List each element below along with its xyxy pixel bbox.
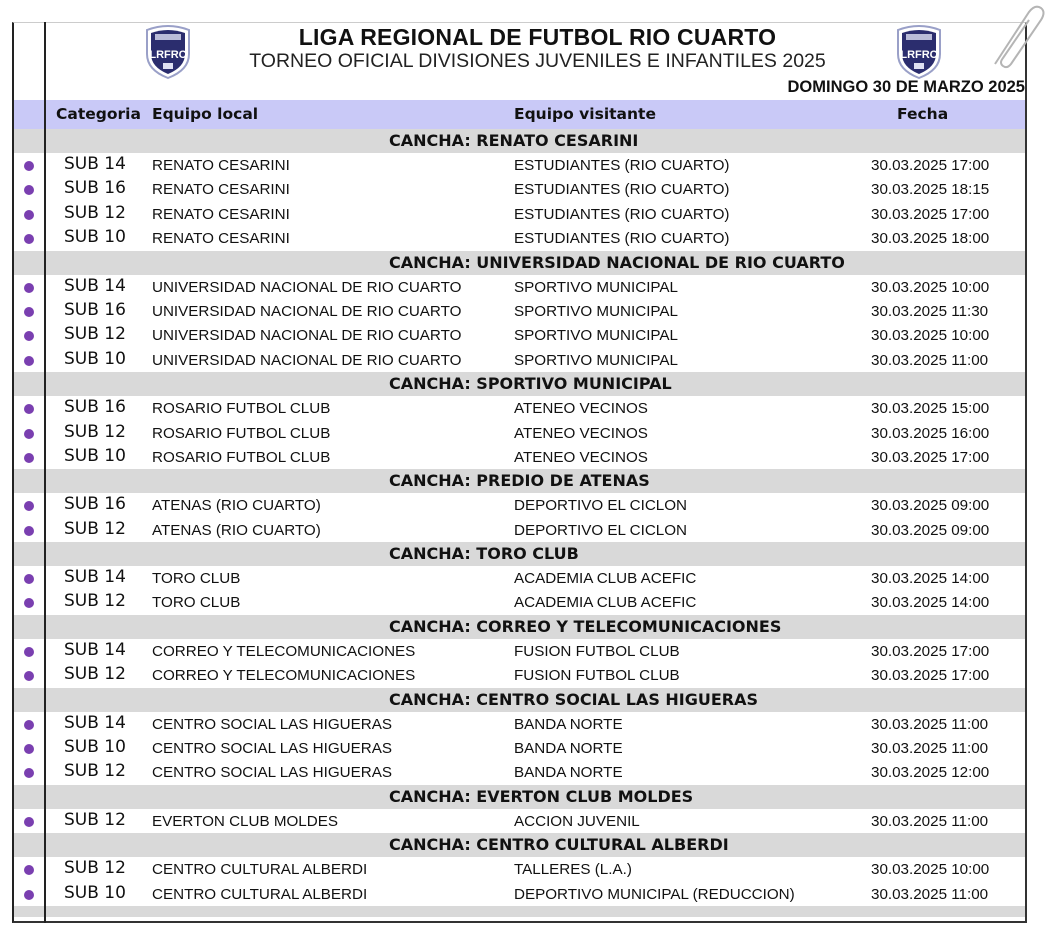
away-team-cell: ESTUDIANTES (RIO CUARTO) bbox=[514, 157, 730, 174]
home-team-cell: CENTRO SOCIAL LAS HIGUERAS bbox=[152, 740, 392, 758]
venue-label: CANCHA: CORREO Y TELECOMUNICACIONES bbox=[389, 616, 782, 636]
match-row bbox=[14, 590, 1025, 614]
category-cell: SUB 10 bbox=[64, 445, 126, 466]
home-team-cell: CENTRO CULTURAL ALBERDI bbox=[152, 861, 368, 879]
venue-label: CANCHA: EVERTON CLUB MOLDES bbox=[389, 786, 694, 806]
venue-section-header bbox=[14, 615, 1025, 639]
bullet-icon bbox=[24, 744, 34, 754]
venue-label: CANCHA: PREDIO DE ATENAS bbox=[389, 471, 650, 491]
match-row bbox=[14, 566, 1025, 590]
datetime-cell: 30.03.2025 17:00 bbox=[871, 157, 990, 174]
match-row bbox=[14, 226, 1025, 250]
column-header-fecha: Fecha bbox=[897, 105, 949, 123]
bullet-icon bbox=[24, 283, 34, 293]
home-team-cell: RENATO CESARINI bbox=[152, 205, 290, 223]
datetime-cell: 30.03.2025 17:00 bbox=[871, 448, 990, 466]
away-team-cell: SPORTIVO MUNICIPAL bbox=[514, 327, 678, 345]
match-row bbox=[14, 202, 1025, 226]
bullet-icon bbox=[24, 768, 34, 778]
home-team-cell: CORREO Y TELECOMUNICACIONES bbox=[152, 667, 416, 685]
away-team-cell: ATENEO VECINOS bbox=[514, 424, 648, 442]
away-team-cell: BANDA NORTE bbox=[514, 715, 623, 733]
category-cell: SUB 12 bbox=[64, 761, 126, 782]
venue-section-header bbox=[14, 251, 1025, 275]
bullet-icon bbox=[24, 161, 34, 171]
away-team-cell: FUSION FUTBOL CLUB bbox=[514, 667, 680, 685]
home-team-cell: CENTRO CULTURAL ALBERDI bbox=[152, 885, 368, 903]
away-team-cell: ACADEMIA CLUB ACEFIC bbox=[514, 570, 697, 588]
venue-label: CANCHA: CENTRO CULTURAL ALBERDI bbox=[389, 835, 729, 855]
match-row bbox=[14, 153, 1025, 177]
match-date: DOMINGO 30 DE MARZO 2025 bbox=[787, 78, 1025, 96]
datetime-cell: 30.03.2025 09:00 bbox=[871, 521, 990, 539]
home-team-cell: ATENAS (RIO CUARTO) bbox=[152, 497, 321, 515]
bullet-icon bbox=[24, 453, 34, 463]
league-title: LIGA REGIONAL DE FUTBOL RIO CUARTO bbox=[298, 24, 777, 50]
away-team-cell: DEPORTIVO MUNICIPAL (REDUCCION) bbox=[514, 885, 795, 903]
bullet-icon bbox=[24, 234, 34, 244]
datetime-cell: 30.03.2025 16:00 bbox=[871, 424, 990, 442]
bullet-icon bbox=[24, 671, 34, 681]
match-row bbox=[14, 493, 1025, 517]
category-cell: SUB 12 bbox=[64, 518, 126, 539]
away-team-cell: BANDA NORTE bbox=[514, 740, 623, 758]
match-row bbox=[14, 882, 1025, 906]
venue-label: CANCHA: UNIVERSIDAD NACIONAL DE RIO CUARTO bbox=[389, 252, 845, 272]
bullet-icon bbox=[24, 501, 34, 511]
datetime-cell: 30.03.2025 10:00 bbox=[871, 861, 990, 879]
category-cell: SUB 12 bbox=[64, 664, 126, 685]
category-cell: SUB 14 bbox=[64, 712, 126, 733]
bullet-icon bbox=[24, 404, 34, 414]
league-logo-icon bbox=[894, 24, 944, 80]
match-row bbox=[14, 663, 1025, 687]
category-cell: SUB 12 bbox=[64, 421, 126, 442]
away-team-cell: SPORTIVO MUNICIPAL bbox=[514, 278, 678, 296]
table-header-row bbox=[14, 100, 1025, 129]
datetime-cell: 30.03.2025 17:00 bbox=[871, 205, 990, 223]
home-team-cell: TORO CLUB bbox=[152, 570, 241, 588]
bullet-icon bbox=[24, 720, 34, 730]
home-team-cell: RENATO CESARINI bbox=[152, 181, 290, 199]
bullet-icon bbox=[24, 647, 34, 657]
home-team-cell: TORO CLUB bbox=[152, 594, 241, 612]
category-cell: SUB 12 bbox=[64, 202, 126, 223]
home-team-cell: ROSARIO FUTBOL CLUB bbox=[152, 424, 331, 442]
match-row bbox=[14, 396, 1025, 420]
bullet-icon bbox=[24, 890, 34, 900]
away-team-cell: DEPORTIVO EL CICLON bbox=[514, 497, 688, 515]
category-cell: SUB 14 bbox=[64, 567, 126, 588]
venue-section-header bbox=[14, 833, 1025, 857]
away-team-cell: TALLERES (L.A.) bbox=[514, 861, 632, 879]
datetime-cell: 30.03.2025 11:30 bbox=[871, 302, 989, 320]
bullet-icon bbox=[24, 210, 34, 220]
bullet-icon bbox=[24, 307, 34, 317]
away-team-cell: BANDA NORTE bbox=[514, 764, 623, 782]
venue-label: CANCHA: TORO CLUB bbox=[389, 544, 579, 564]
match-row bbox=[14, 518, 1025, 542]
away-team-cell: SPORTIVO MUNICIPAL bbox=[514, 351, 678, 369]
category-cell: SUB 14 bbox=[64, 639, 126, 660]
match-row bbox=[14, 275, 1025, 299]
datetime-cell: 30.03.2025 17:00 bbox=[871, 667, 990, 685]
bullet-icon bbox=[24, 526, 34, 536]
home-team-cell: UNIVERSIDAD NACIONAL DE RIO CUARTO bbox=[152, 351, 462, 369]
category-cell: SUB 10 bbox=[64, 348, 126, 369]
away-team-cell: FUSION FUTBOL CLUB bbox=[514, 642, 680, 660]
datetime-cell: 30.03.2025 15:00 bbox=[871, 400, 990, 418]
document-header bbox=[0, 0, 1050, 100]
away-team-cell: ESTUDIANTES (RIO CUARTO) bbox=[514, 205, 730, 223]
datetime-cell: 30.03.2025 11:00 bbox=[871, 351, 989, 369]
home-team-cell: UNIVERSIDAD NACIONAL DE RIO CUARTO bbox=[152, 327, 462, 345]
venue-label: CANCHA: RENATO CESARINI bbox=[389, 131, 639, 150]
venue-section-header bbox=[14, 688, 1025, 712]
table-body bbox=[14, 129, 1025, 906]
home-team-cell: CENTRO SOCIAL LAS HIGUERAS bbox=[152, 764, 392, 782]
match-row bbox=[14, 421, 1025, 445]
datetime-cell: 30.03.2025 11:00 bbox=[871, 812, 989, 830]
venue-section-header bbox=[14, 469, 1025, 493]
category-cell: SUB 10 bbox=[64, 737, 126, 758]
category-cell: SUB 16 bbox=[64, 178, 126, 199]
match-row bbox=[14, 760, 1025, 784]
bullet-icon bbox=[24, 598, 34, 608]
venue-section-header bbox=[14, 372, 1025, 396]
match-row bbox=[14, 323, 1025, 347]
category-cell: SUB 16 bbox=[64, 397, 126, 418]
match-row bbox=[14, 348, 1025, 372]
datetime-cell: 30.03.2025 17:00 bbox=[871, 642, 990, 660]
venue-section-header bbox=[14, 785, 1025, 809]
match-row bbox=[14, 177, 1025, 201]
datetime-cell: 30.03.2025 11:00 bbox=[871, 885, 989, 903]
home-team-cell: CENTRO SOCIAL LAS HIGUERAS bbox=[152, 715, 392, 733]
bullet-icon bbox=[24, 356, 34, 366]
venue-label: CANCHA: SPORTIVO MUNICIPAL bbox=[389, 374, 672, 394]
home-team-cell: UNIVERSIDAD NACIONAL DE RIO CUARTO bbox=[152, 278, 462, 296]
column-divider bbox=[44, 22, 46, 923]
category-cell: SUB 10 bbox=[64, 227, 126, 248]
venue-label: CANCHA: CENTRO SOCIAL LAS HIGUERAS bbox=[389, 689, 759, 709]
category-cell: SUB 12 bbox=[64, 809, 126, 830]
home-team-cell: CORREO Y TELECOMUNICACIONES bbox=[152, 642, 416, 660]
datetime-cell: 30.03.2025 11:00 bbox=[871, 740, 989, 758]
svg-text:LRFRC: LRFRC bbox=[149, 49, 187, 61]
datetime-cell: 30.03.2025 11:00 bbox=[871, 715, 989, 733]
away-team-cell: DEPORTIVO EL CICLON bbox=[514, 521, 688, 539]
home-team-cell: ROSARIO FUTBOL CLUB bbox=[152, 400, 331, 418]
home-team-cell: EVERTON CLUB MOLDES bbox=[152, 812, 338, 830]
datetime-cell: 30.03.2025 12:00 bbox=[871, 764, 990, 782]
home-team-cell: RENATO CESARINI bbox=[152, 157, 290, 174]
match-row bbox=[14, 857, 1025, 881]
svg-text:LRFRC: LRFRC bbox=[900, 49, 938, 61]
table-footer-bar bbox=[14, 906, 1025, 917]
home-team-cell: RENATO CESARINI bbox=[152, 230, 290, 248]
category-cell: SUB 12 bbox=[64, 591, 126, 612]
away-team-cell: ESTUDIANTES (RIO CUARTO) bbox=[514, 230, 730, 248]
bullet-icon bbox=[24, 865, 34, 875]
category-cell: SUB 12 bbox=[64, 324, 126, 345]
away-team-cell: ACCION JUVENIL bbox=[514, 812, 640, 830]
category-cell: SUB 14 bbox=[64, 275, 126, 296]
away-team-cell: ATENEO VECINOS bbox=[514, 448, 648, 466]
away-team-cell: ATENEO VECINOS bbox=[514, 400, 648, 418]
datetime-cell: 30.03.2025 18:00 bbox=[871, 230, 990, 248]
fixture-table bbox=[14, 100, 1025, 917]
bullet-icon bbox=[24, 429, 34, 439]
column-header-visitante: Equipo visitante bbox=[514, 105, 656, 123]
match-row bbox=[14, 639, 1025, 663]
datetime-cell: 30.03.2025 10:00 bbox=[871, 327, 990, 345]
home-team-cell: UNIVERSIDAD NACIONAL DE RIO CUARTO bbox=[152, 302, 462, 320]
tournament-subtitle: TORNEO OFICIAL DIVISIONES JUVENILES E INFANTILES 2025 bbox=[249, 50, 826, 72]
category-cell: SUB 16 bbox=[64, 494, 126, 515]
datetime-cell: 30.03.2025 14:00 bbox=[871, 570, 990, 588]
match-row bbox=[14, 299, 1025, 323]
datetime-cell: 30.03.2025 09:00 bbox=[871, 497, 990, 515]
bullet-icon bbox=[24, 185, 34, 195]
away-team-cell: SPORTIVO MUNICIPAL bbox=[514, 302, 678, 320]
away-team-cell: ACADEMIA CLUB ACEFIC bbox=[514, 594, 697, 612]
category-cell: SUB 10 bbox=[64, 882, 126, 903]
category-cell: SUB 14 bbox=[64, 154, 126, 174]
home-team-cell: ATENAS (RIO CUARTO) bbox=[152, 521, 321, 539]
category-cell: SUB 16 bbox=[64, 299, 126, 320]
bullet-icon bbox=[24, 331, 34, 341]
match-row bbox=[14, 445, 1025, 469]
category-cell: SUB 12 bbox=[64, 858, 126, 879]
datetime-cell: 30.03.2025 14:00 bbox=[871, 594, 990, 612]
column-header-local: Equipo local bbox=[152, 105, 259, 123]
match-row bbox=[14, 736, 1025, 760]
match-row bbox=[14, 809, 1025, 833]
datetime-cell: 30.03.2025 10:00 bbox=[871, 278, 990, 296]
venue-section-header bbox=[14, 542, 1025, 566]
bullet-icon bbox=[24, 574, 34, 584]
away-team-cell: ESTUDIANTES (RIO CUARTO) bbox=[514, 181, 730, 199]
bullet-icon bbox=[24, 817, 34, 827]
datetime-cell: 30.03.2025 18:15 bbox=[871, 181, 990, 199]
home-team-cell: ROSARIO FUTBOL CLUB bbox=[152, 448, 331, 466]
match-row bbox=[14, 712, 1025, 736]
venue-section-header bbox=[14, 129, 1025, 153]
column-header-categoria: Categoria bbox=[56, 105, 141, 123]
